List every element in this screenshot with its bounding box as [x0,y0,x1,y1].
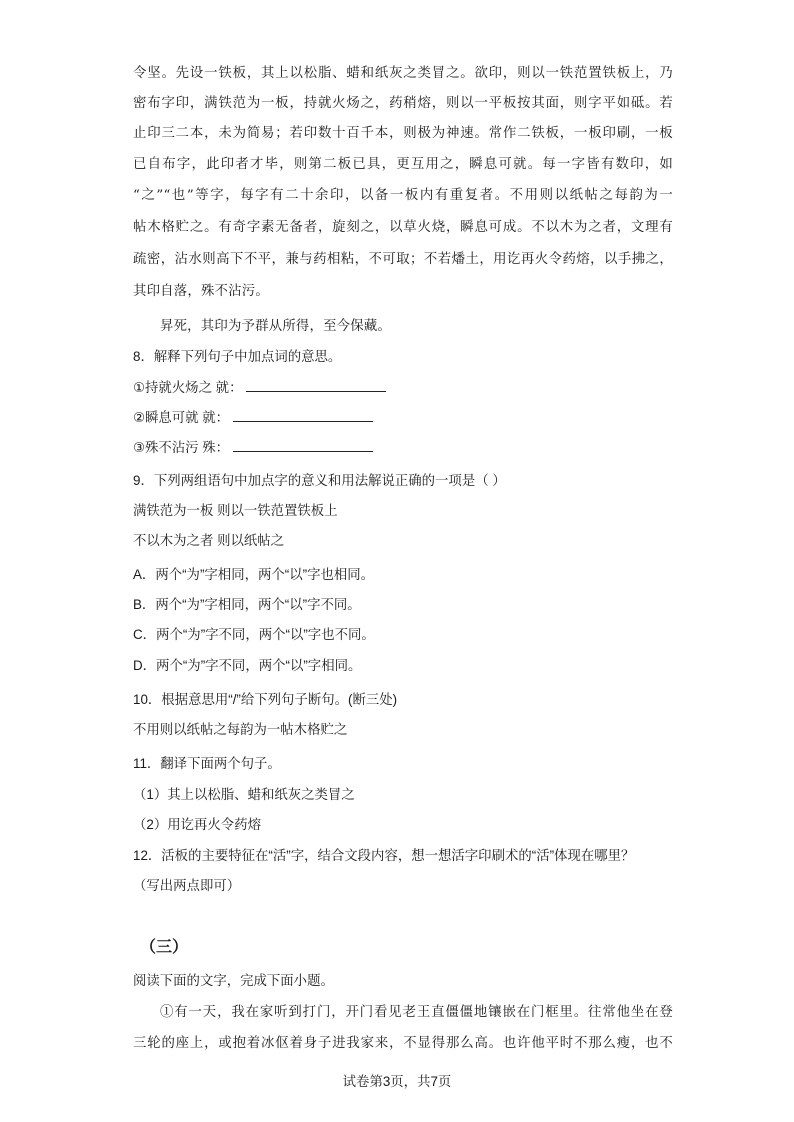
question-8-item-3-text: ③殊不沾污 殊： [133,440,230,455]
passage-line: 其印自落，殊不沾污。 [133,284,269,299]
question-9-option-a[interactable]: A．两个“为”字相同，两个“以”字也相同。 [133,567,375,582]
question-9-stem: 9．下列两组语句中加点字的意义和用法解说正确的一项是（ ） [133,473,506,488]
passage-closing: 昇死，其印为予群从所得，至今保藏。 [160,319,392,334]
section-3-passage-line: 三轮的座上，或抱着冰伛着身子进我家来，不显得那么高。也许他平时不那么瘦，也不 [133,1036,673,1051]
question-10-stem: 10．根据意思用“/”给下列句子断句。(断三处) [133,692,398,707]
question-9-pair-1: 满铁范为一板 则以一铁范置铁板上 [133,503,338,518]
section-3-instruction: 阅读下面的文字，完成下面小题。 [133,973,334,988]
question-8-item-2 [133,407,673,428]
question-8-item-1-text: ①持就火炀之 就： [133,380,243,395]
question-9-option-b[interactable]: B．两个“为”字相同，两个“以”字不同。 [133,597,361,612]
question-11-item-2: （2）用讫再火令药熔 [133,817,261,832]
question-8-item-1 [133,377,673,398]
question-12-stem: 12．活板的主要特征在“活”字，结合文段内容，想一想活字印刷术的“活”体现在哪里？ [133,848,635,863]
passage-line: “之”“也”等字，每字有二十余印，以备一板内有重复者。不用则以纸帖之每韵为一 [133,188,673,203]
passage-line: 帖木格贮之。有奇字素无备者，旋刻之，以草火烧，瞬息可成。不以木为之者，文理有 [133,220,673,235]
passage-line: 止印三二本，未为简易；若印数十百千本，则极为神速。常作二铁板，一板印刷，一板 [133,126,673,141]
question-8-item-2-text: ②瞬息可就 就： [133,410,230,425]
question-11-item-1: （1）其上以松脂、蜡和纸灰之类冒之 [133,787,355,802]
question-8-item-3 [133,437,673,458]
question-9-option-c[interactable]: C．两个“为”字不同，两个“以”字也不同。 [133,627,375,642]
question-8-stem: 8．解释下列句子中加点词的意思。 [133,349,342,364]
question-10-sentence: 不用则以纸帖之每韵为一帖木格贮之 [133,722,348,737]
passage-line: 令坚。先设一铁板，其上以松脂、蜡和纸灰之类冒之。欲印，则以一铁范置铁板上，乃 [133,66,673,81]
question-9-pair-2: 不以木为之者 则以纸帖之 [133,533,285,548]
section-3-passage-line: ①有一天，我在家听到打门，开门看见老王直僵僵地镶嵌在门框里。往常他坐在登 [160,1005,673,1020]
answer-blank[interactable] [233,437,373,452]
passage-line: 已自布字，此印者才毕，则第二板已具，更互用之，瞬息可就。每一字皆有数印，如 [133,157,673,172]
passage-line: 密布字印，满铁范为一板，持就火炀之，药稍熔，则以一平板按其面，则字平如砥。若 [133,96,673,111]
section-3-title: （三） [140,939,189,956]
page-footer: 试卷第3页，共7页 [342,1074,452,1089]
answer-blank[interactable] [246,377,386,392]
answer-blank[interactable] [233,407,373,422]
passage-line: 疏密，沾水则高下不平，兼与药相粘，不可取；不若燔土，用讫再火令药熔，以手拂之， [133,252,673,267]
question-9-option-d[interactable]: D．两个“为”字不同，两个“以”字相同。 [133,658,362,673]
question-12-note: （写出两点即可） [133,878,241,893]
question-11-stem: 11．翻译下面两个句子。 [133,756,281,771]
